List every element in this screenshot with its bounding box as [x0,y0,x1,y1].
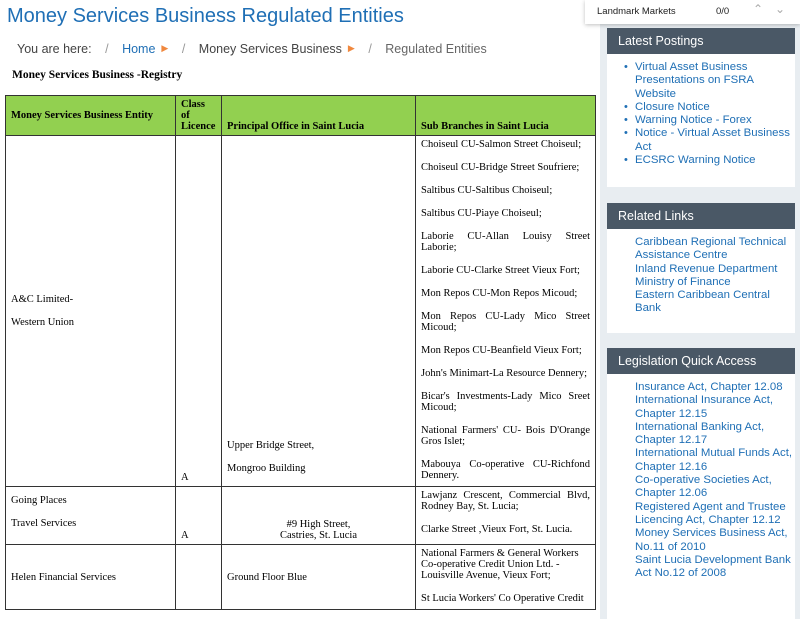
landmark-finder [585,0,800,24]
legislation-body [607,374,795,580]
related-links-body [607,229,795,316]
breadcrumb-home-link[interactable]: Home [122,41,156,56]
related-link[interactable]: Inland Revenue Department [635,262,778,275]
breadcrumb-msb-link[interactable]: Money Services Business [198,41,342,56]
branch-line: National Farmers & General Workers Co-operative Credit Union Ltd. - Louisville Avenue, Vieux Fort; [421,548,579,581]
landmark-label: Landmark Markets [597,6,676,17]
related-link[interactable]: Eastern Caribbean Central Bank [635,289,770,315]
office-line: #9 High Street, [286,519,351,530]
branch-line: Saltibus CU-Piaye Choiseul; [421,208,542,219]
branch-line: National Farmers' CU- Bois D'Orange Gros Islet; [421,425,590,447]
column-header-office: Principal Office in Saint Lucia [222,96,416,136]
related-links-panel [607,203,795,333]
latest-posting-link[interactable]: • Warning Notice - Forex [635,114,795,127]
latest-postings-title: Latest Postings [607,28,795,54]
entity-cell [6,487,176,545]
latest-posting-link[interactable]: • Notice - Virtual Asset Business Act [635,127,795,154]
breadcrumb-separator: / [105,41,109,56]
legislation-link[interactable]: International Mutual Funds Act, Chapter 12.16 [635,447,793,473]
class-cell: A [176,487,222,545]
branch-line: Laborie CU-Clarke Street Vieux Fort; [421,265,580,276]
branch-line: Mabouya Co-operative CU-Richfond Dennery. [421,459,590,481]
page-title: Money Services Business Regulated Entities [7,5,404,27]
registry-table [5,95,596,610]
entity-cell [6,136,176,487]
registry-heading: Money Services Business -Registry [12,69,183,81]
latest-posting-link[interactable]: • ECSRC Warning Notice [635,154,795,167]
class-cell: A [176,136,222,487]
latest-posting-link[interactable]: • Virtual Asset Business Presentations on FSRA Website [635,61,795,101]
latest-posting-link[interactable]: • Closure Notice [635,101,795,114]
branches-cell [416,487,596,545]
branch-line: Laborie CU-Allan Louisy Street Laborie; [421,231,590,253]
legislation-link[interactable]: International Insurance Act, Chapter 12.15 [635,394,774,420]
breadcrumb-separator: / [368,41,372,56]
breadcrumb-prefix: You are here: [17,41,92,56]
entity-cell [6,545,176,610]
entity-line: Helen Financial Services [11,571,116,583]
branch-line: Choiseul CU-Salmon Street Choiseul; [421,139,582,150]
branches-cell [416,545,596,610]
legislation-link[interactable]: Money Services Business Act, No.11 of 2010 [635,527,788,553]
entity-line: A&C Limited- [11,294,74,305]
table-row [6,545,596,610]
branch-line: St Lucia Workers' Co Operative Credit [421,593,584,604]
related-link[interactable]: Ministry of Finance [635,275,731,288]
column-header-class: Class of Licence [176,96,222,136]
branch-line: Mon Repos CU-Beanfield Vieux Fort; [421,345,582,356]
latest-postings-body [607,54,795,167]
branches-cell [416,136,596,487]
latest-postings-panel [607,28,795,187]
legislation-panel [607,348,795,619]
office-line: Ground Floor Blue [227,571,307,583]
branch-line: Bicar's Investments-Lady Mico Sreet Micoud; [421,391,590,413]
chevron-down-icon[interactable]: ⌄ [775,2,786,16]
office-cell [222,136,416,487]
legislation-link[interactable]: Insurance Act, Chapter 12.08 [635,381,783,393]
breadcrumb-current: Regulated Entities [385,41,487,56]
legislation-link[interactable]: Registered Agent and Trustee Licencing Act, Chapter 12.12 [635,500,786,526]
branch-line: John's Minimart-La Resource Dennery; [421,368,588,379]
office-cell [222,545,416,610]
branch-line: Lawjanz Crescent, Commercial Blvd, Rodney Bay, St. Lucia; [421,490,590,512]
related-link[interactable]: Caribbean Regional Technical Assistance Centre [635,236,787,262]
breadcrumb [17,41,487,56]
entity-line: Travel Services [11,518,77,529]
legislation-link[interactable]: International Banking Act, Chapter 12.17 [635,420,765,447]
office-line: Mongroo Building [227,463,306,474]
entity-line: Western Union [11,317,75,328]
branch-line: Choiseul CU-Bridge Street Soufriere; [421,162,580,173]
branch-line: Mon Repos CU-Lady Mico Street Micoud; [421,311,590,333]
class-cell [176,545,222,610]
legislation-link[interactable]: Saint Lucia Development Bank Act No.12 of 2008 [635,553,791,580]
branch-line: Saltibus CU-Saltibus Choiseul; [421,185,553,196]
legislation-title: Legislation Quick Access [607,348,795,374]
branch-line: Clarke Street ,Vieux Fort, St. Lucia. [421,524,573,535]
office-line: Castries, St. Lucia [280,530,357,541]
table-row [6,487,596,545]
landmark-count: 0/0 [716,6,730,17]
table-row [6,136,596,487]
column-header-entity: Money Services Business Entity [6,96,176,136]
related-links-title: Related Links [607,203,795,229]
chevron-right-icon: ▶ [347,43,355,54]
chevron-right-icon: ▶ [161,43,169,54]
breadcrumb-separator: / [181,41,186,56]
column-header-branches: Sub Branches in Saint Lucia [416,96,596,136]
legislation-link[interactable]: Co-operative Societies Act, Chapter 12.06 [635,474,772,500]
table-header-row [6,96,596,136]
office-line: Upper Bridge Street, [227,440,315,451]
office-cell [222,487,416,545]
chevron-up-icon[interactable]: ⌃ [753,2,764,16]
entity-line: Going Places [11,495,67,506]
branch-line: Mon Repos CU-Mon Repos Micoud; [421,288,578,299]
